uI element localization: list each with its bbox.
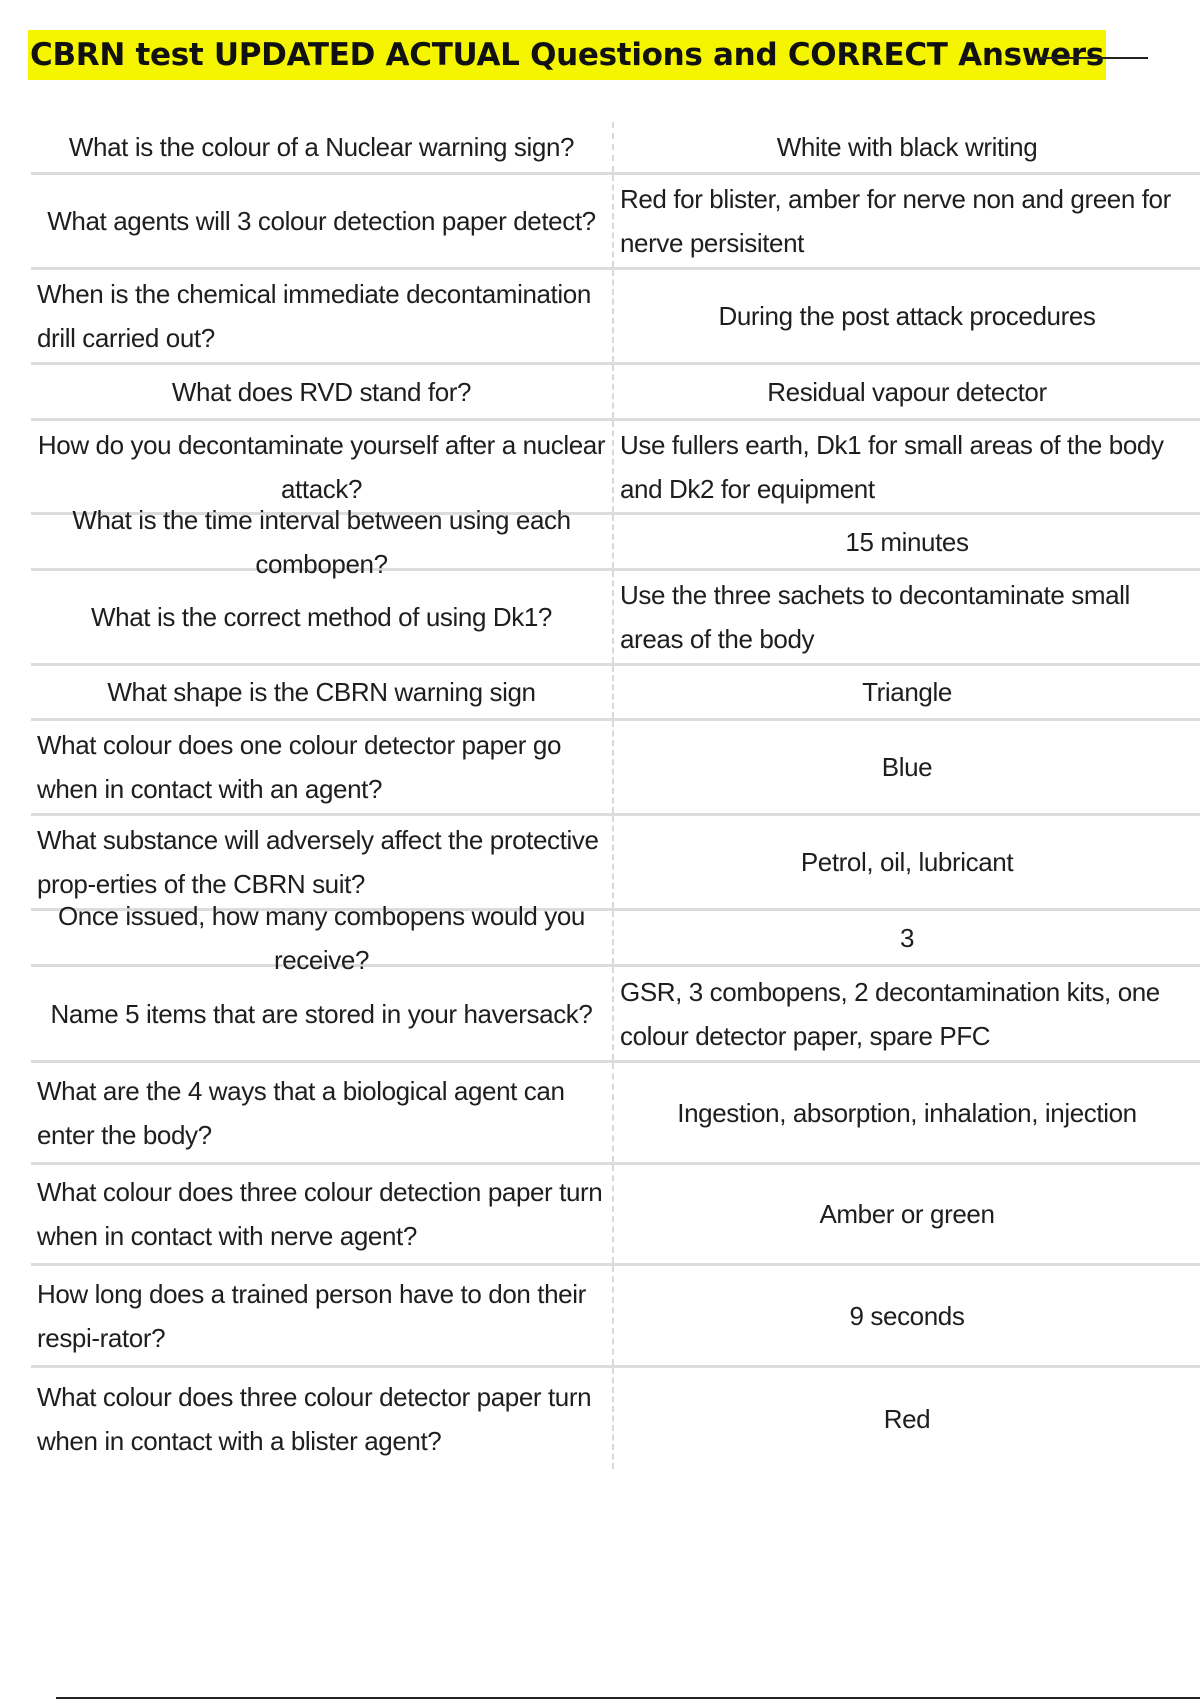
answer-cell: Use fullers earth, Dk1 for small areas of the body and Dk2 for equipment — [620, 429, 1164, 504]
title-underline-rule — [1038, 57, 1148, 59]
answer-cell: 9 seconds — [849, 1300, 965, 1331]
question-cell: What colour does one colour detector paper go when in contact with an agent? — [31, 721, 614, 813]
question-cell: How do you decontaminate yourself after a nuclear attack? — [31, 421, 614, 512]
answer-cell: White with black writing — [776, 132, 1038, 162]
question-cell: Once issued, how many combopens would you receive? — [31, 911, 614, 964]
qa-row — [31, 967, 1200, 1063]
answer-cell: Red for blister, amber for nerve non and green for nerve persisitent — [620, 184, 1171, 258]
answer-cell: 15 minutes — [845, 526, 969, 557]
answer-cell: 3 — [899, 922, 915, 953]
question-cell: When is the chemical immediate decontamination drill carried out? — [31, 270, 614, 362]
qa-row — [31, 900, 1200, 975]
question-cell: What substance will adversely affect the protective prop-erties of the CBRN suit? — [31, 816, 614, 908]
question-cell: What does RVD stand for? — [31, 365, 614, 418]
question-cell: What colour does three colour detector paper turn when in contact with a blister agent? — [31, 1368, 614, 1469]
question-cell: Name 5 items that are stored in your haversack? — [31, 967, 614, 1060]
qa-row — [31, 571, 1200, 666]
answer-cell: Red — [883, 1403, 931, 1434]
answer-cell: GSR, 3 combopens, 2 decontamination kits, one colour detector paper, spare PFC — [620, 976, 1160, 1051]
question-cell: What is the time interval between using each combopen? — [31, 515, 614, 568]
answer-cell: Blue — [881, 752, 933, 782]
answer-cell: Ingestion, absorption, inhalation, injection — [677, 1097, 1137, 1128]
qa-row — [31, 504, 1200, 579]
question-cell: What agents will 3 colour detection paper detect? — [31, 175, 614, 267]
document-title: CBRN test UPDATED ACTUAL Questions and CORRECT Answers — [28, 30, 1106, 80]
answer-cell: Residual vapour detector — [767, 376, 1047, 407]
answer-cell: Triangle — [862, 677, 952, 707]
question-cell: What is the colour of a Nuclear warning sign? — [31, 122, 614, 172]
question-cell: What shape is the CBRN warning sign — [31, 666, 614, 718]
qa-row — [31, 1165, 1200, 1266]
qa-table — [31, 122, 1200, 1469]
qa-row — [31, 721, 1200, 816]
answer-cell: During the post attack procedures — [718, 301, 1096, 331]
page-footer-rule — [56, 1697, 1200, 1699]
qa-row — [31, 666, 1200, 721]
qa-row — [31, 175, 1200, 270]
answer-cell: Petrol, oil, lubricant — [800, 847, 1014, 877]
qa-row — [31, 1063, 1200, 1165]
document-header — [28, 30, 1148, 82]
question-cell: How long does a trained person have to don their respi-rator? — [31, 1266, 614, 1365]
qa-row — [31, 270, 1200, 365]
qa-row — [31, 1368, 1200, 1469]
question-cell: What is the correct method of using Dk1? — [31, 571, 614, 663]
answer-cell: Amber or green — [819, 1199, 995, 1229]
answer-cell: Use the three sachets to decontaminate small areas of the body — [620, 580, 1130, 654]
qa-row — [31, 122, 1200, 175]
question-cell: What colour does three colour detection paper turn when in contact with nerve agent? — [31, 1165, 614, 1263]
question-cell: What are the 4 ways that a biological agent can enter the body? — [31, 1063, 614, 1162]
qa-row — [31, 1266, 1200, 1368]
qa-row — [31, 365, 1200, 421]
